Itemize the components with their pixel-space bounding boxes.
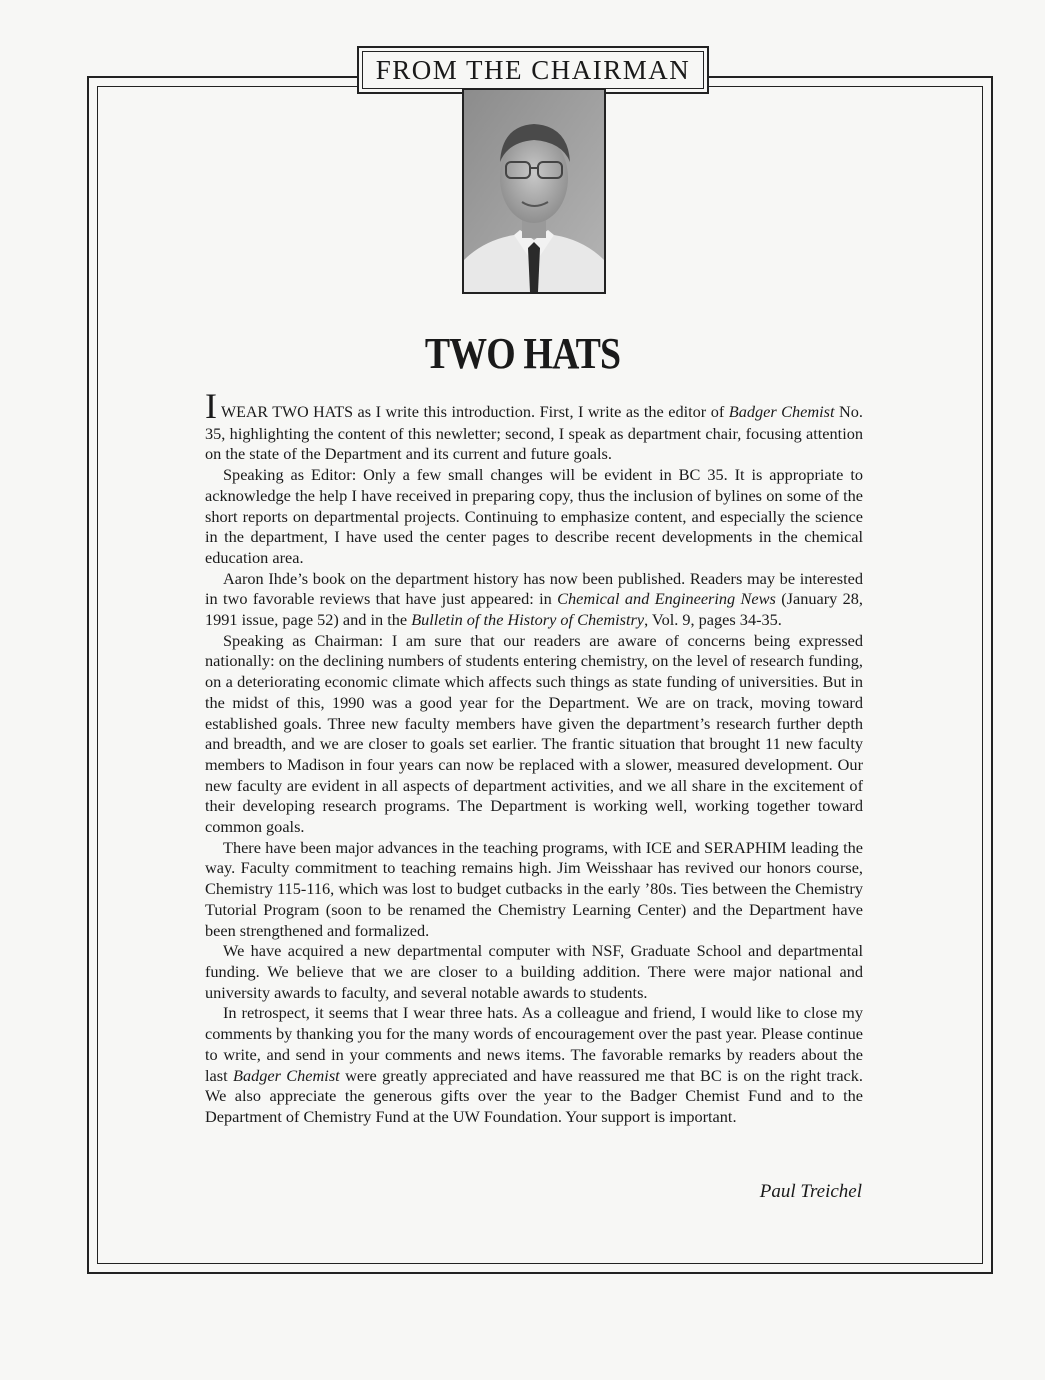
paragraph-editor: Speaking as Editor: Only a few small changes will be evident in BC 35. It is appropriate to acknowledge the help I have received in preparing copy, thus the inclusion of bylines on some of the short reports on departmental projects. Continuing to emphasize content, and especially the science in the department, I have used the center pages to describe recent developments in the chemical education area.: [205, 465, 863, 567]
paragraph-book: Aaron Ihde’s book on the department history has now been published. Readers may be interested in two favorable reviews that have just appeared: in Chemical and Engineering News (January 28, 1991 issue, page 52) and in the Bulletin of the History of Chemistry, Vol. 9, pages 34-35.: [205, 568, 863, 630]
section-header: [357, 46, 709, 94]
signature: Paul Treichel: [759, 1181, 862, 1202]
paragraph-intro: IWEAR TWO HATS as I write this introduction. First, I write as the editor of Badger Chemist No. 35, highlighting the content of this newletter; second, I speak as department chair, focusing attention on the state of the Department and its current and future goals.: [205, 386, 863, 464]
paragraph-retrospect: In retrospect, it seems that I wear three hats. As a colleague and friend, I would like to close my comments by thanking you for the many words of encouragement over the past year. Please continue to write, and send in your comments and news items. The favorable remarks by readers about the last Badger Chemist were greatly appreciated and have reassured me that BC is on the right track. We also appreciate the generous gifts over the year to the Badger Chemist Fund and to the Department of Chemistry Fund at the UW Foundation. Your support is important.: [205, 1003, 863, 1126]
paragraph-computer: We have acquired a new departmental computer with NSF, Graduate School and departmental funding. We believe that we are closer to a building addition. There were major national and university awards to faculty, and several notable awards to students.: [205, 941, 863, 1002]
chairman-portrait-icon: [462, 88, 606, 294]
paragraph-teaching: There have been major advances in the teaching programs, with ICE and SERAPHIM leading the way. Faculty commitment to teaching remains high. Jim Weisshaar has revived our honors course, Chemistry 115-116, which was lost to budget cutbacks in the early ’80s. Ties between the Chemistry Tutorial Program (soon to be renamed the Chemistry Learning Center) and the Department have been strengthened and formalized.: [205, 837, 863, 940]
section-header-label: FROM THE CHAIRMAN: [375, 54, 691, 85]
paragraph-chairman: Speaking as Chairman: I am sure that our readers are aware of concerns being expressed nationally: on the declining numbers of students entering chemistry, on the level of research funding, on a deteriorating economic climate which affects such things as state funding of universities. But in the midst of this, 1990 was a good year for the Department. We are on track, moving toward established goals. Three new faculty members have given the department’s research further depth and breadth, and we are closer to goals set earlier. The frantic situation that brought 11 new faculty members to Madison in four years can now be replaced with a slower, measured development. Our new faculty are evident in all aspects of department activities, and we all share in the excitement of their developing research programs. The Department is working well, working together toward common goals.: [205, 630, 863, 837]
drop-cap: I: [205, 386, 217, 426]
lead-in: WEAR TWO HATS: [221, 404, 354, 421]
article-body: [205, 386, 863, 1128]
article-title: TWO HATS: [424, 329, 621, 378]
